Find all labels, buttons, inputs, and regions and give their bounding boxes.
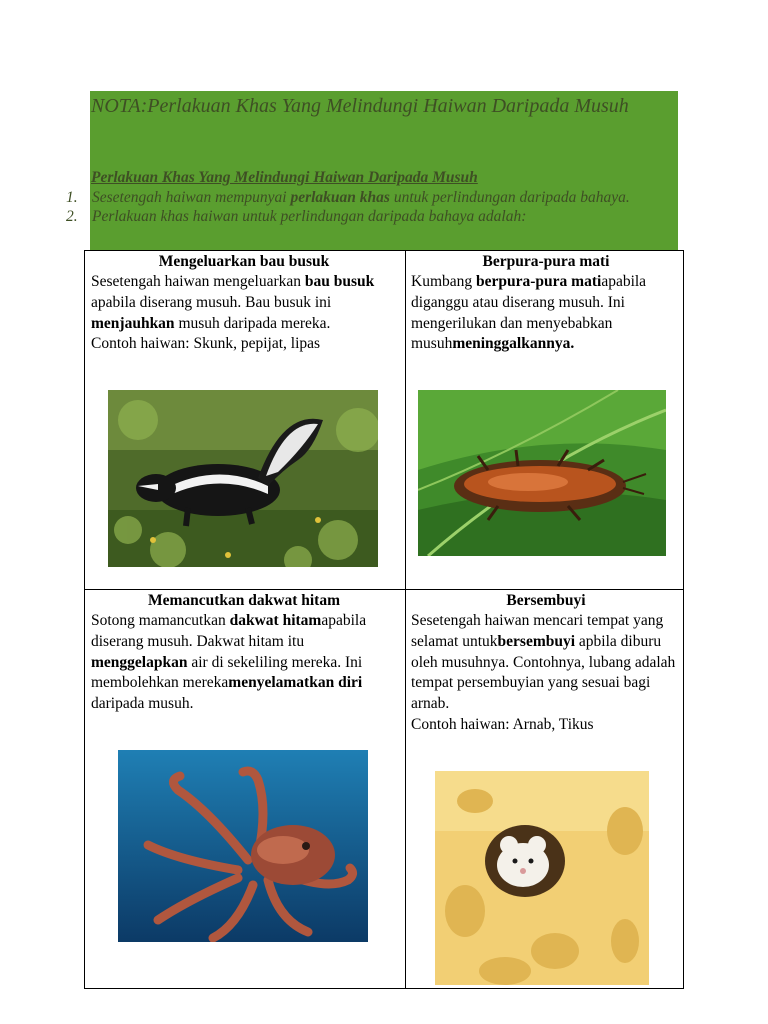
cell-heading: Bersembuyi — [506, 592, 586, 609]
page-title: NOTA:Perlakuan Khas Yang Melindungi Haiwan Daripada Musuh — [91, 95, 629, 117]
octopus-photo — [118, 750, 368, 942]
table-divider — [85, 589, 683, 590]
list-text: untuk perlindungan daripada bahaya. — [389, 189, 630, 206]
list-item — [66, 188, 678, 207]
cell-bersembuyi — [411, 591, 681, 736]
cell-berpura-mati — [411, 252, 681, 355]
cell-heading: Mengeluarkan bau busuk — [158, 253, 330, 270]
cell-example: Contoh haiwan: Skunk, pepijat, lipas — [91, 335, 321, 353]
cell-heading: Memancutkan dakwat hitam — [147, 592, 341, 609]
cell-bau-busuk — [91, 252, 397, 355]
intro-list — [66, 188, 678, 226]
cell-body: Sotong mamancutkan dakwat hitamapabila diserang musuh. Dakwat hitam itu menggelapkan air di sekeliling mereka. Ini membolehkan merekamenyelamatkan diri daripada musuh. — [91, 612, 367, 713]
behaviour-table — [84, 250, 684, 989]
list-text-bold: perlakuan khas — [290, 189, 390, 206]
cell-body: Kumbang berpura-pura matiapabila diganggu atau diserang musuh. Ini mengerilukan dan menyebabkan musuhmeninggalkannya. — [411, 273, 647, 353]
list-number: 1. — [66, 189, 78, 206]
cell-heading: Berpura-pura mati — [482, 253, 610, 270]
list-number: 2. — [66, 208, 78, 225]
cell-example: Contoh haiwan: Arnab, Tikus — [411, 715, 594, 733]
beetle-photo — [418, 390, 666, 556]
list-item — [66, 207, 678, 226]
cell-body: Sesetengah haiwan mencari tempat yang selamat untukbersembuyi apbila diburu oleh musuhnya. Contohnya, lubang adalah tempat persembuyian yang sesuai bagi arnab. — [411, 612, 676, 713]
cell-body: Sesetengah haiwan mengeluarkan bau busuk apabila diserang musuh. Bau busuk ini menjauhkan musuh daripada mereka. — [91, 273, 375, 332]
table-divider — [405, 251, 406, 988]
list-text: Perlakuan khas haiwan untuk perlindungan daripada bahaya adalah: — [92, 208, 527, 225]
cell-dakwat-hitam — [91, 591, 397, 715]
mouse-in-cheese-photo — [435, 771, 649, 985]
list-text: Sesetengah haiwan mempunyai — [92, 189, 291, 206]
section-subtitle: Perlakuan Khas Yang Melindungi Haiwan Daripada Musuh — [91, 169, 478, 186]
skunk-photo — [108, 390, 378, 567]
